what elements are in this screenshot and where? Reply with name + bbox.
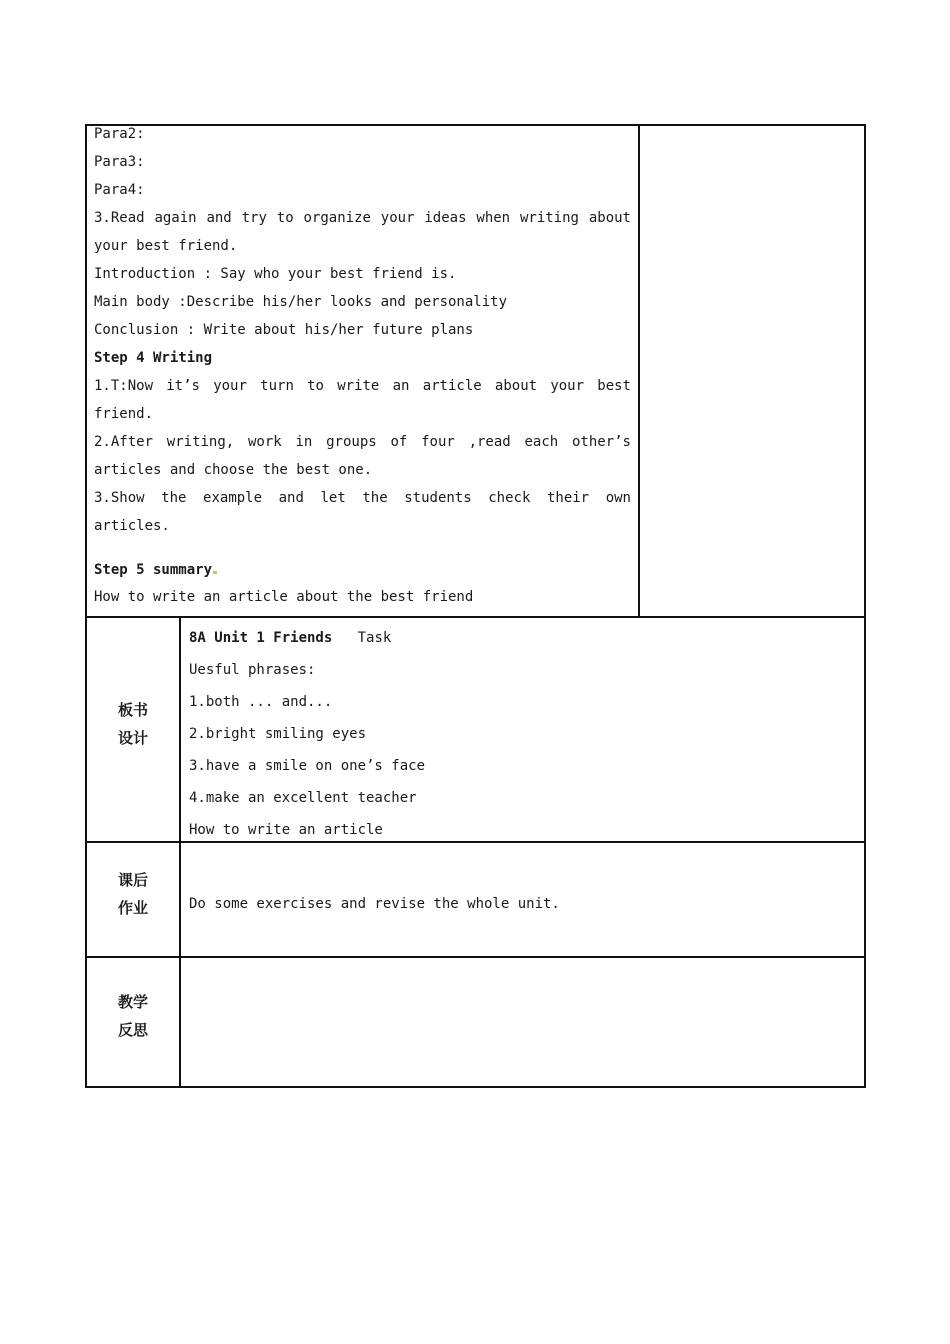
board-title-task: Task: [357, 630, 392, 646]
step4-item2: 2.After writing, work in groups of four ,read each other’s: [94, 434, 631, 450]
reflection-label-line2: 反思: [117, 1021, 148, 1039]
step4-item1-continued: friend.: [94, 406, 154, 422]
reflection-label-line1: 教学: [117, 993, 148, 1011]
board-title-unit: 8A Unit 1 Friends: [189, 630, 333, 646]
step4-item3: 3.Show the example and let the students check their own: [94, 490, 631, 506]
homework-label: [86, 866, 180, 922]
board-phrase-1: 1.both ... and...: [189, 694, 333, 710]
para2-line: Para2:: [94, 126, 145, 142]
board-label-line1: 板书: [117, 701, 148, 719]
upper-column-divider: [638, 124, 640, 618]
board-article-line: How to write an article: [189, 822, 383, 838]
summary-line: How to write an article about the best friend: [94, 589, 474, 605]
step4-item3-continued: articles.: [94, 518, 170, 534]
board-design-label: [86, 696, 180, 752]
step5-heading-text: Step 5 summary: [94, 562, 213, 578]
read-again-line: 3.Read again and try to organize your ideas when writing about: [94, 210, 631, 226]
step4-item2-continued: articles and choose the best one.: [94, 462, 373, 478]
board-phrase-2: 2.bright smiling eyes: [189, 726, 367, 742]
reflection-content-area[interactable]: [181, 958, 864, 1086]
conclusion-line: Conclusion : Write about his/her future plans: [94, 322, 474, 338]
para3-line: Para3:: [94, 154, 145, 170]
board-phrase-3: 3.have a smile on one’s face: [189, 758, 426, 774]
board-phrase-4: 4.make an excellent teacher: [189, 790, 417, 806]
introduction-line: Introduction : Say who your best friend is.: [94, 266, 457, 282]
reflection-label: [86, 988, 180, 1044]
step4-heading: Step 4 Writing: [94, 350, 213, 366]
step5-heading: [94, 556, 217, 584]
board-title: [189, 624, 391, 652]
para4-line: Para4:: [94, 182, 145, 198]
board-phrases-heading: Uesful phrases:: [189, 662, 316, 678]
marker-dot: [213, 571, 217, 574]
board-label-line2: 设计: [117, 729, 148, 747]
homework-label-line1: 课后: [117, 871, 148, 889]
main-body-line: Main body :Describe his/her looks and personality: [94, 294, 508, 310]
read-again-continued: your best friend.: [94, 238, 238, 254]
homework-label-line2: 作业: [117, 899, 148, 917]
step4-item1: 1.T:Now it’s your turn to write an article about your best: [94, 378, 631, 394]
homework-text: Do some exercises and revise the whole unit.: [189, 896, 560, 912]
